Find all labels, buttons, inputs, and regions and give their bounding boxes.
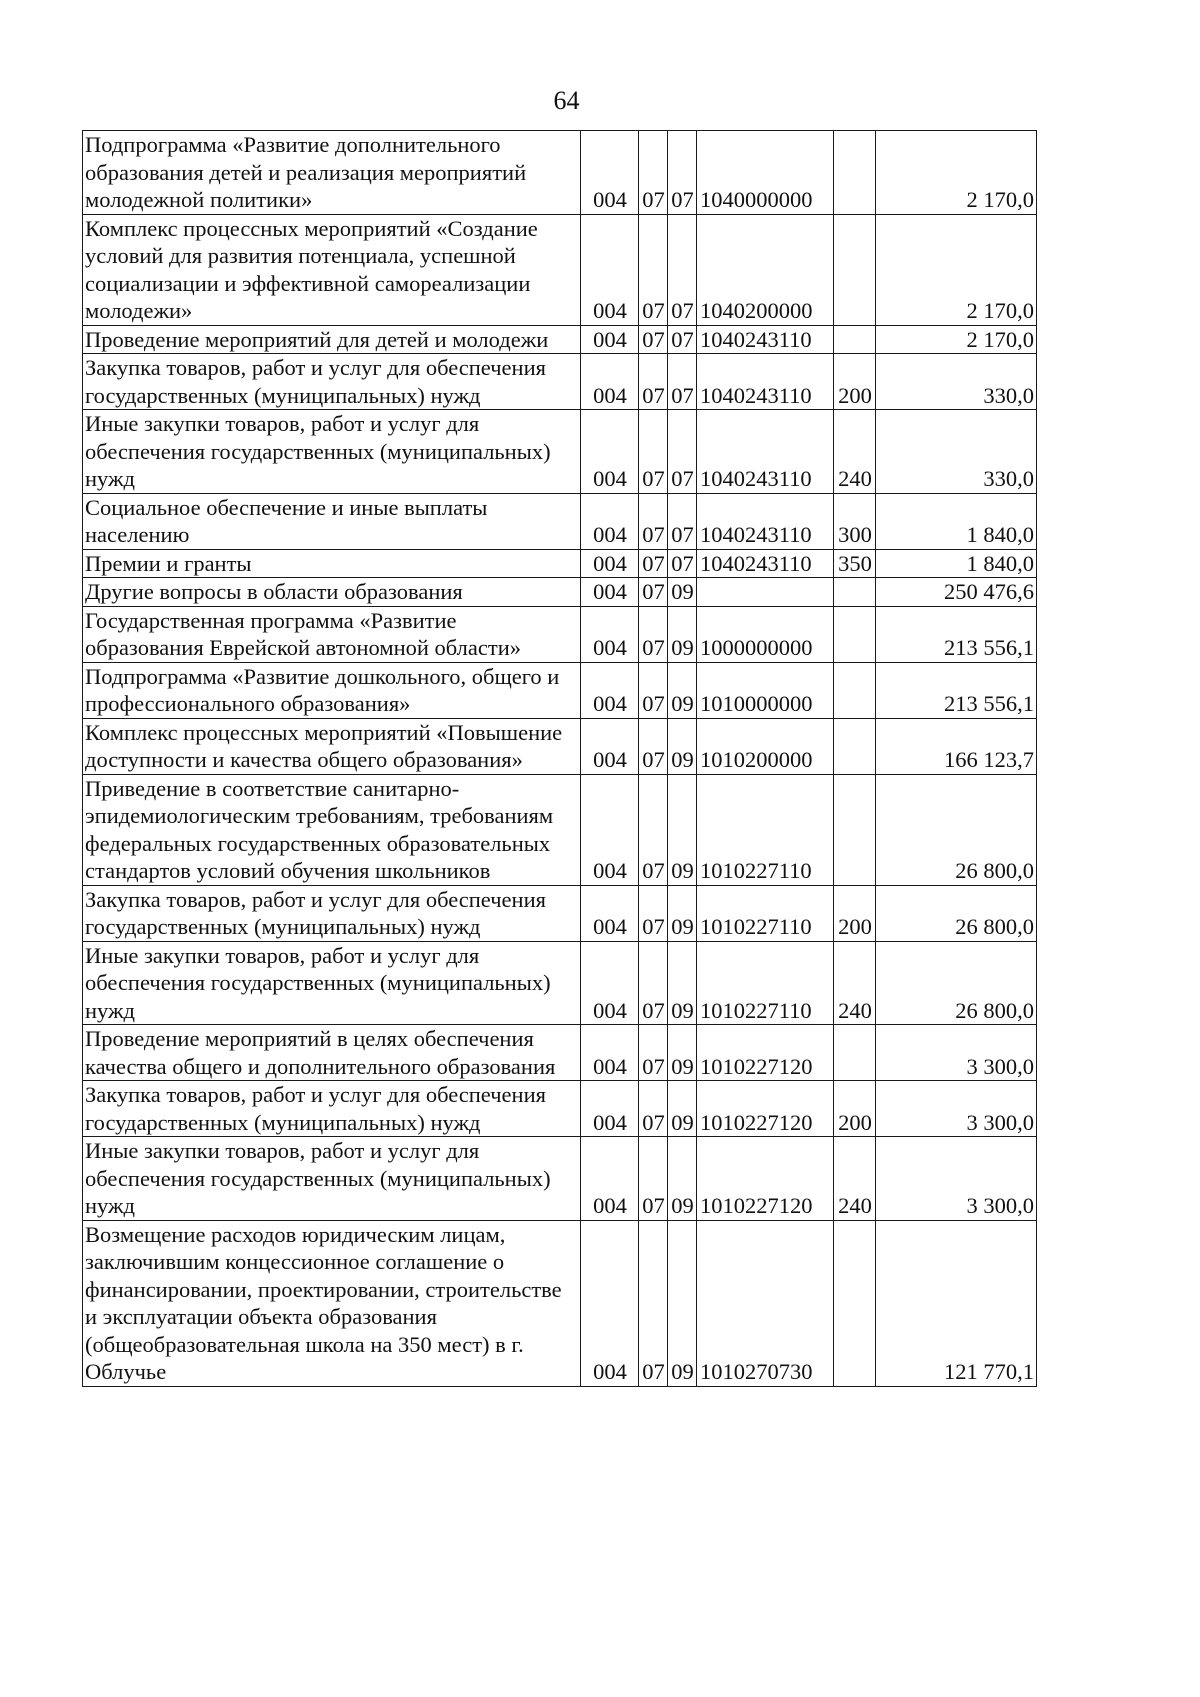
expense-type-code-cell [834, 774, 876, 885]
budget-table [82, 130, 1037, 1387]
expense-name-cell: Проведение мероприятий для детей и молодежи [83, 325, 581, 354]
expense-name-cell: Другие вопросы в области образования [83, 578, 581, 607]
expense-type-code-cell: 200 [834, 885, 876, 941]
expense-type-code-cell [834, 606, 876, 662]
expense-type-code-cell [834, 1025, 876, 1081]
section-code-cell: 07 [639, 214, 668, 325]
table-row [83, 718, 1037, 774]
expense-name-cell: Социальное обеспечение и иные выплаты населению [83, 493, 581, 549]
table-row [83, 1025, 1037, 1081]
section-code-cell: 07 [639, 718, 668, 774]
expense-type-code-cell [834, 131, 876, 215]
amount-cell: 330,0 [876, 354, 1037, 410]
administrator-code-cell: 004 [581, 1137, 639, 1221]
expense-type-code-cell: 240 [834, 941, 876, 1025]
table-row [83, 1220, 1037, 1386]
expense-type-code-cell [834, 718, 876, 774]
section-code-cell: 07 [639, 941, 668, 1025]
table-row [83, 354, 1037, 410]
target-article-code-cell: 1010200000 [697, 718, 834, 774]
subsection-code-cell: 07 [668, 410, 697, 494]
expense-name-cell: Подпрограмма «Развитие дополнительного образования детей и реализация мероприятий молодежной политики» [83, 131, 581, 215]
administrator-code-cell: 004 [581, 493, 639, 549]
section-code-cell: 07 [639, 1081, 668, 1137]
expense-name-cell: Закупка товаров, работ и услуг для обеспечения государственных (муниципальных) нужд [83, 1081, 581, 1137]
table-row [83, 1081, 1037, 1137]
amount-cell: 1 840,0 [876, 549, 1037, 578]
target-article-code-cell: 1040243110 [697, 325, 834, 354]
subsection-code-cell: 07 [668, 131, 697, 215]
administrator-code-cell: 004 [581, 774, 639, 885]
administrator-code-cell: 004 [581, 325, 639, 354]
amount-cell: 2 170,0 [876, 131, 1037, 215]
subsection-code-cell: 07 [668, 354, 697, 410]
subsection-code-cell: 09 [668, 1220, 697, 1386]
administrator-code-cell: 004 [581, 885, 639, 941]
expense-type-code-cell [834, 325, 876, 354]
target-article-code-cell: 1040200000 [697, 214, 834, 325]
section-code-cell: 07 [639, 325, 668, 354]
page-number: 64 [553, 86, 580, 115]
section-code-cell: 07 [639, 885, 668, 941]
section-code-cell: 07 [639, 578, 668, 607]
expense-name-cell: Комплекс процессных мероприятий «Повышение доступности и качества общего образования» [83, 718, 581, 774]
amount-cell: 213 556,1 [876, 606, 1037, 662]
amount-cell: 2 170,0 [876, 325, 1037, 354]
subsection-code-cell: 09 [668, 885, 697, 941]
amount-cell: 2 170,0 [876, 214, 1037, 325]
subsection-code-cell: 09 [668, 774, 697, 885]
subsection-code-cell: 07 [668, 493, 697, 549]
subsection-code-cell: 09 [668, 1025, 697, 1081]
section-code-cell: 07 [639, 493, 668, 549]
expense-type-code-cell: 240 [834, 1137, 876, 1221]
target-article-code-cell: 1040000000 [697, 131, 834, 215]
subsection-code-cell: 07 [668, 549, 697, 578]
target-article-code-cell [697, 578, 834, 607]
subsection-code-cell: 07 [668, 325, 697, 354]
table-row [83, 549, 1037, 578]
expense-type-code-cell: 200 [834, 1081, 876, 1137]
table-row [83, 606, 1037, 662]
administrator-code-cell: 004 [581, 606, 639, 662]
target-article-code-cell: 1000000000 [697, 606, 834, 662]
administrator-code-cell: 004 [581, 131, 639, 215]
target-article-code-cell: 1010270730 [697, 1220, 834, 1386]
expense-type-code-cell [834, 214, 876, 325]
expense-name-cell: Подпрограмма «Развитие дошкольного, общего и профессионального образования» [83, 662, 581, 718]
administrator-code-cell: 004 [581, 410, 639, 494]
table-row [83, 214, 1037, 325]
section-code-cell: 07 [639, 774, 668, 885]
target-article-code-cell: 1010000000 [697, 662, 834, 718]
expense-name-cell: Премии и гранты [83, 549, 581, 578]
expense-type-code-cell: 350 [834, 549, 876, 578]
section-code-cell: 07 [639, 410, 668, 494]
table-row [83, 410, 1037, 494]
expense-name-cell: Закупка товаров, работ и услуг для обеспечения государственных (муниципальных) нужд [83, 354, 581, 410]
subsection-code-cell: 09 [668, 1081, 697, 1137]
target-article-code-cell: 1010227120 [697, 1025, 834, 1081]
expense-name-cell: Государственная программа «Развитие образования Еврейской автономной области» [83, 606, 581, 662]
administrator-code-cell: 004 [581, 214, 639, 325]
table-row [83, 493, 1037, 549]
administrator-code-cell: 004 [581, 1025, 639, 1081]
expense-name-cell: Иные закупки товаров, работ и услуг для обеспечения государственных (муниципальных) нужд [83, 410, 581, 494]
expense-name-cell: Возмещение расходов юридическим лицам, заключившим концессионное соглашение о финансировании, проектировании, строительстве и эксплуатации объекта образования (общеобразовательная школа на 350 мест) в г. Облучье [83, 1220, 581, 1386]
table-row [83, 662, 1037, 718]
amount-cell: 3 300,0 [876, 1025, 1037, 1081]
expense-type-code-cell [834, 662, 876, 718]
subsection-code-cell: 09 [668, 578, 697, 607]
target-article-code-cell: 1010227120 [697, 1081, 834, 1137]
table-row [83, 774, 1037, 885]
expense-type-code-cell: 200 [834, 354, 876, 410]
section-code-cell: 07 [639, 549, 668, 578]
section-code-cell: 07 [639, 1220, 668, 1386]
administrator-code-cell: 004 [581, 1081, 639, 1137]
target-article-code-cell: 1040243110 [697, 549, 834, 578]
target-article-code-cell: 1040243110 [697, 410, 834, 494]
expense-type-code-cell [834, 578, 876, 607]
administrator-code-cell: 004 [581, 941, 639, 1025]
section-code-cell: 07 [639, 354, 668, 410]
administrator-code-cell: 004 [581, 549, 639, 578]
amount-cell: 1 840,0 [876, 493, 1037, 549]
table-row [83, 1137, 1037, 1221]
table-row [83, 941, 1037, 1025]
subsection-code-cell: 09 [668, 662, 697, 718]
amount-cell: 3 300,0 [876, 1081, 1037, 1137]
expense-name-cell: Приведение в соответствие санитарно-эпидемиологическим требованиям, требованиям федеральных государственных образовательных стандартов условий обучения школьников [83, 774, 581, 885]
table-row [83, 578, 1037, 607]
table-row [83, 131, 1037, 215]
subsection-code-cell: 09 [668, 1137, 697, 1221]
target-article-code-cell: 1040243110 [697, 354, 834, 410]
amount-cell: 121 770,1 [876, 1220, 1037, 1386]
section-code-cell: 07 [639, 1025, 668, 1081]
subsection-code-cell: 09 [668, 941, 697, 1025]
table-row [83, 325, 1037, 354]
administrator-code-cell: 004 [581, 578, 639, 607]
expense-type-code-cell [834, 1220, 876, 1386]
target-article-code-cell: 1040243110 [697, 493, 834, 549]
expense-name-cell: Комплекс процессных мероприятий «Создание условий для развития потенциала, успешной социализации и эффективной самореализации молодежи» [83, 214, 581, 325]
target-article-code-cell: 1010227120 [697, 1137, 834, 1221]
section-code-cell: 07 [639, 662, 668, 718]
amount-cell: 26 800,0 [876, 941, 1037, 1025]
amount-cell: 3 300,0 [876, 1137, 1037, 1221]
section-code-cell: 07 [639, 131, 668, 215]
administrator-code-cell: 004 [581, 354, 639, 410]
expense-name-cell: Иные закупки товаров, работ и услуг для обеспечения государственных (муниципальных) нужд [83, 941, 581, 1025]
expense-name-cell: Иные закупки товаров, работ и услуг для обеспечения государственных (муниципальных) нужд [83, 1137, 581, 1221]
section-code-cell: 07 [639, 606, 668, 662]
subsection-code-cell: 09 [668, 718, 697, 774]
amount-cell: 26 800,0 [876, 885, 1037, 941]
expense-name-cell: Проведение мероприятий в целях обеспечения качества общего и дополнительного образования [83, 1025, 581, 1081]
target-article-code-cell: 1010227110 [697, 774, 834, 885]
administrator-code-cell: 004 [581, 718, 639, 774]
administrator-code-cell: 004 [581, 1220, 639, 1386]
subsection-code-cell: 07 [668, 214, 697, 325]
expense-type-code-cell: 240 [834, 410, 876, 494]
amount-cell: 330,0 [876, 410, 1037, 494]
amount-cell: 213 556,1 [876, 662, 1037, 718]
amount-cell: 166 123,7 [876, 718, 1037, 774]
expense-name-cell: Закупка товаров, работ и услуг для обеспечения государственных (муниципальных) нужд [83, 885, 581, 941]
amount-cell: 250 476,6 [876, 578, 1037, 607]
expense-type-code-cell: 300 [834, 493, 876, 549]
target-article-code-cell: 1010227110 [697, 885, 834, 941]
subsection-code-cell: 09 [668, 606, 697, 662]
amount-cell: 26 800,0 [876, 774, 1037, 885]
administrator-code-cell: 004 [581, 662, 639, 718]
table-row [83, 885, 1037, 941]
target-article-code-cell: 1010227110 [697, 941, 834, 1025]
budget-table-body [83, 131, 1037, 1387]
section-code-cell: 07 [639, 1137, 668, 1221]
